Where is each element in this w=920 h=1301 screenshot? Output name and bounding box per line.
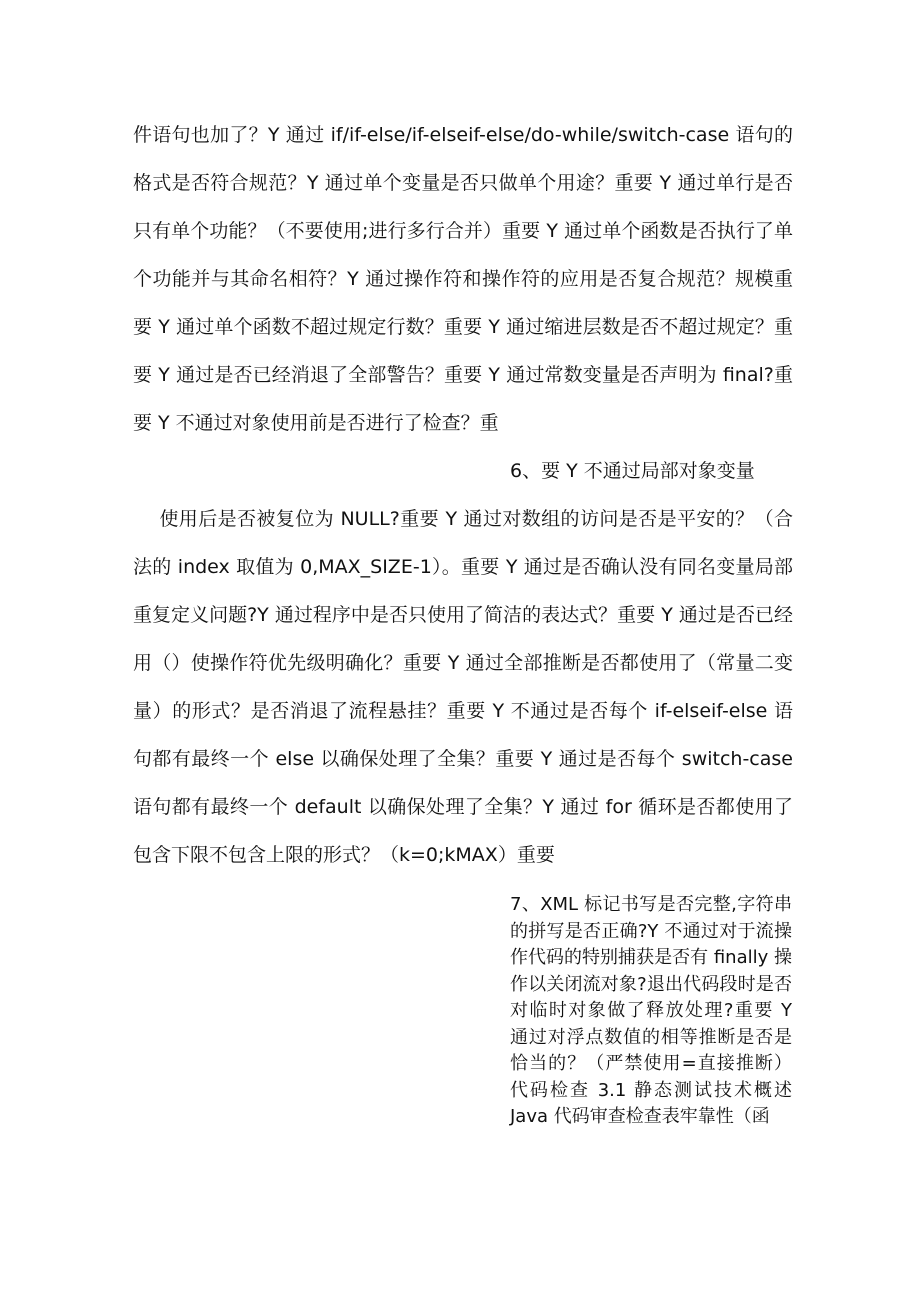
paragraph-checklist-1: 件语句也加了？Y 通过 if/if-else/if-elseif-else/do-while/switch-case 语句的格式是否符合规范？Y 通过单个变量是否只做单个用途？重要 Y 通过单行是否只有单个功能？（不要使用;进行多行合并）重要 Y 通过单个函数是否执行了单个功能并与其命名相符？Y 通过操作符和操作符的应用是否复合规范？规模重要 Y 通过单个函数不超过规定行数？重要 Y 通过缩进层数是否不超过规定？重要 Y 通过是否已经消退了全部警告？重要 Y 通过常数变量是否声明为 final?重要 Y 不通过对象使用前是否进行了检查？重 — [133, 124, 793, 434]
paragraph-checklist-2-text: 使用后是否被复位为 NULL?重要 Y 通过对数组的访问是否是平安的？（合法的 index 取值为 0,MAX_SIZE-1）。重要 Y 通过是否确认没有同名变量局部重复定义问题?Y 通过程序中是否只使用了简洁的表达式？重要 Y 通过是否已经用（）使操作符优先级明确化？重要 Y 通过全部推断是否都使用了（常量二变量）的形式？是否消退了流程悬挂？重要 Y 不通过是否每个 if-elseif-else 语句都有最终一个 else 以确保处理了全集？重要 Y 通过是否每个 switch-case 语句都有最终一个 default 以确保处理了全集？Y 通过 for 循环是否都使用了包含下限不包含上限的形式？（k=0;kMAX）重要 — [133, 508, 793, 866]
section-heading-6: 6、要 Y 不通过局部对象变量 — [510, 460, 755, 482]
paragraph-section-7: 7、XML 标记书写是否完整,字符串的拼写是否正确?Y 不通过对于流操作代码的特别捕获是否有 finally 操作以关闭流对象?退出代码段时是否对临时对象做了释放处理?重要 Y 通过对浮点数值的相等推断是否是恰当的？（严禁使用=直接推断）代码检查 3.1 静态测试技术概述 Java 代码审查检查表牢靠性（函 — [510, 894, 792, 1127]
paragraph-checklist-2 — [133, 495, 793, 879]
